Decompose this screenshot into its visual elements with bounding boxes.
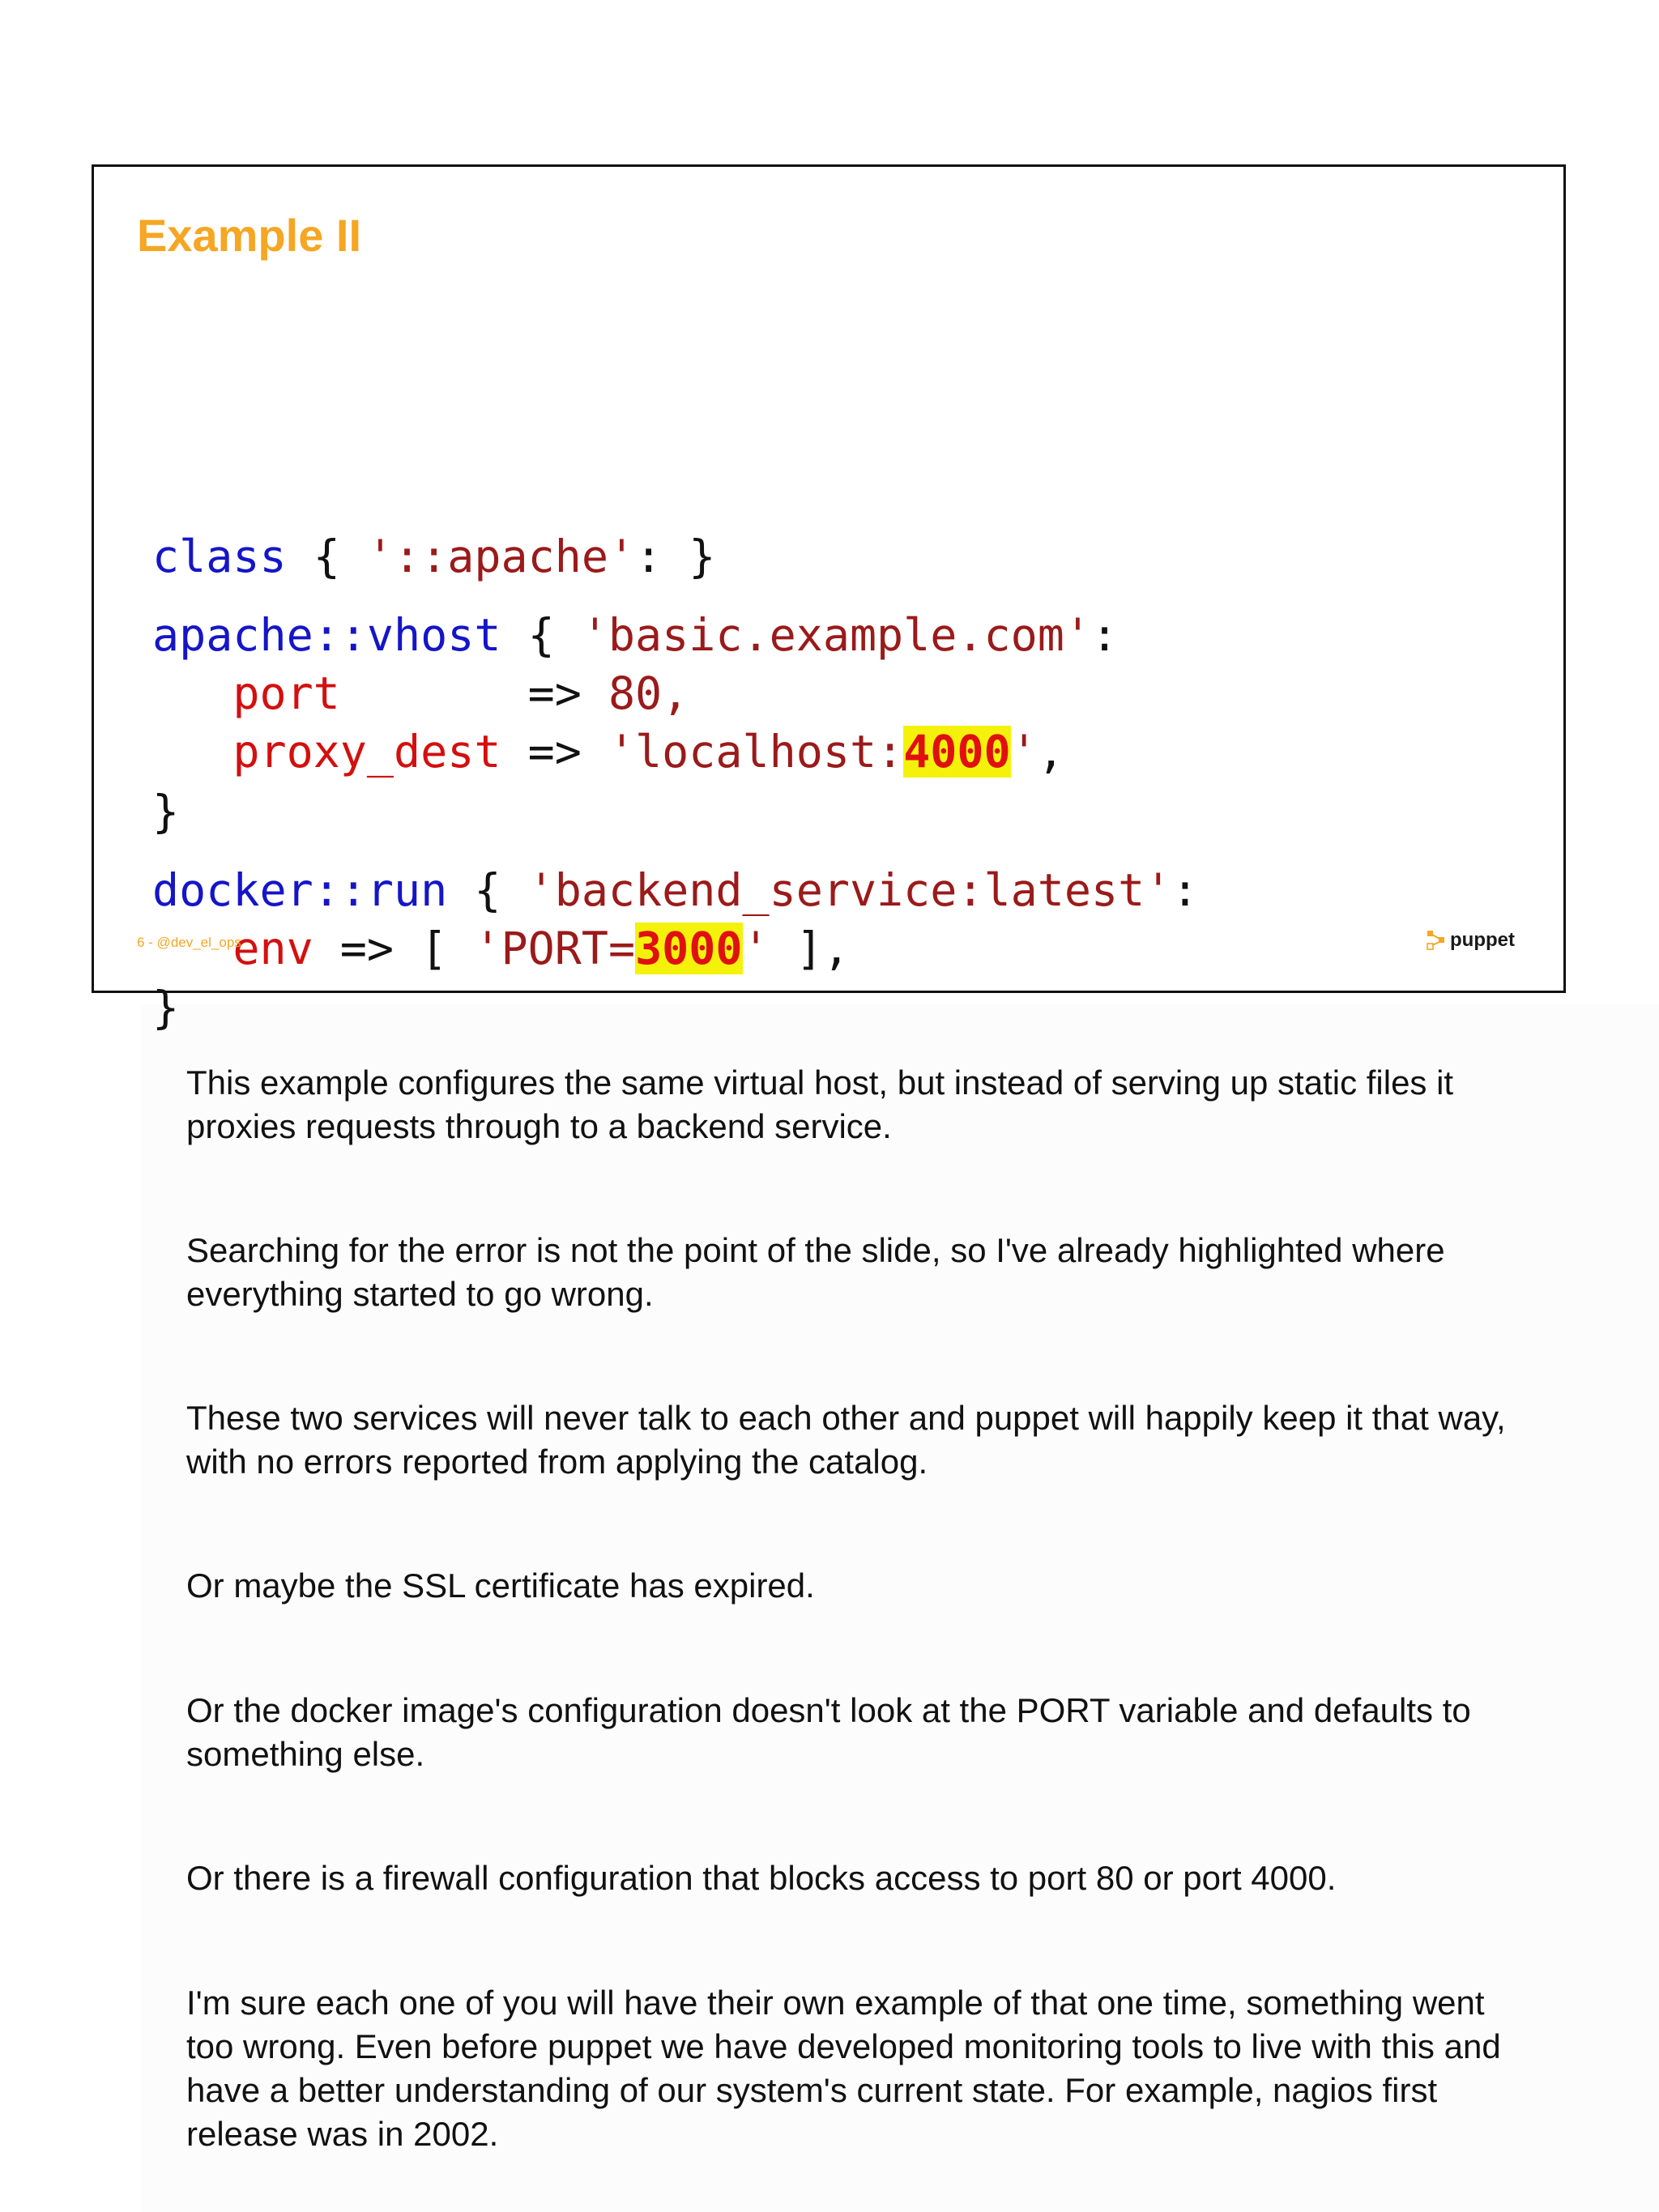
speaker-note: Or the docker image's configuration doesn't look at the PORT variable and defaults to something else.	[186, 1691, 1471, 1773]
code-operator: =>	[339, 667, 608, 719]
code-line-vhost	[152, 607, 1118, 663]
code-keyword: apache::vhost	[152, 609, 501, 661]
code-string: 'localhost:	[608, 726, 904, 778]
slide-footer: 6 - @dev_el_ops	[137, 935, 241, 950]
speaker-note: Or maybe the SSL certificate has expired.	[186, 1566, 815, 1605]
code-string: '::apache'	[366, 531, 636, 582]
code-line-docker	[152, 862, 1198, 918]
error-highlight: 4000	[903, 726, 1011, 778]
code-keyword: docker::run	[152, 864, 448, 916]
code-line-brace: }	[152, 982, 180, 1034]
code-string: 'backend_service:latest'	[527, 864, 1172, 916]
code-punct: ],	[769, 923, 850, 974]
code-keyword: class	[152, 531, 287, 582]
code-punct: {	[286, 531, 367, 582]
speaker-note: This example configures the same virtual host, but instead of serving up static files it proxies requests through to a backend service.	[186, 1063, 1454, 1145]
code-punct: : }	[635, 531, 716, 582]
code-number: 80,	[608, 667, 689, 719]
code-operator: =>	[501, 726, 608, 778]
speaker-note: Searching for the error is not the point of the slide, so I've already highlighted where everything started to go wrong.	[186, 1231, 1445, 1313]
code-indent	[152, 726, 232, 778]
code-operator: => [	[313, 923, 475, 974]
code-line-class	[152, 528, 715, 585]
code-punct: {	[501, 609, 582, 661]
code-block	[152, 167, 1199, 1048]
code-punct: {	[447, 864, 528, 916]
code-attribute: env	[232, 923, 313, 974]
code-line-proxy-dest	[152, 723, 1064, 780]
code-line-env	[152, 920, 850, 977]
code-punct: ,	[1037, 726, 1064, 778]
code-line-brace: }	[152, 786, 180, 837]
code-punct: :	[1171, 864, 1199, 916]
code-attribute: port	[232, 667, 340, 719]
code-string: 'PORT=	[474, 923, 636, 974]
speaker-note: These two services will never talk to each other and puppet will happily keep it that way, with no errors reported from applying the catalog.	[186, 1399, 1506, 1481]
slide	[92, 164, 1566, 1034]
code-string: 'basic.example.com'	[581, 609, 1091, 661]
puppet-logo-icon	[1426, 929, 1447, 952]
speaker-note: Or there is a firewall configuration that blocks access to port 80 or port 4000.	[186, 1859, 1337, 1897]
code-punct: :	[1090, 609, 1119, 661]
code-string: '	[1010, 726, 1038, 778]
puppet-brand-name: puppet	[1450, 929, 1515, 951]
code-indent	[152, 667, 232, 719]
slide-title: Example II	[137, 210, 362, 261]
error-highlight: 3000	[635, 923, 743, 974]
puppet-brand	[1426, 924, 1515, 957]
code-line-port	[152, 665, 689, 722]
speaker-note: I'm sure each one of you will have their own example of that one time, something went too wrong. Even before puppet we have developed monitoring tools to live with this and have a better understanding of our system's current state. For example, nagios first release was in 2002.	[186, 1984, 1501, 2153]
code-attribute: proxy_dest	[232, 726, 501, 778]
code-string: '	[742, 923, 770, 974]
